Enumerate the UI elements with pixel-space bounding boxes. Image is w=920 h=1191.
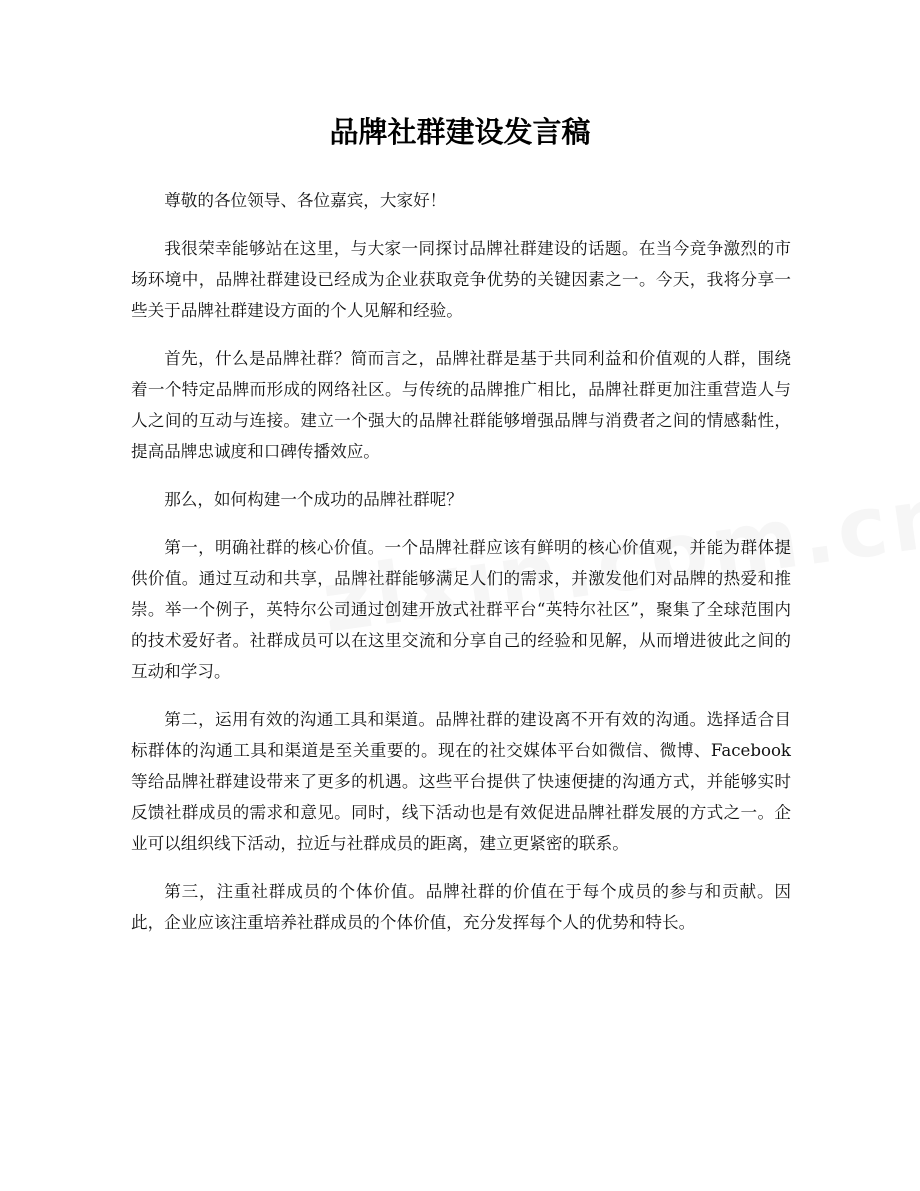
paragraph-intro: 我很荣幸能够站在这里，与大家一同探讨品牌社群建设的话题。在当今竞争激烈的市场环境中，品牌社群建设已经成为企业获取竞争优势的关键因素之一。今天，我将分享一些关于品牌社群建设方面的个人见解和经验。 (131, 239, 791, 320)
paragraph-greeting: 尊敬的各位领导、各位嘉宾，大家好！ (164, 191, 447, 210)
paragraph-question: 那么，如何构建一个成功的品牌社群呢？ (164, 490, 463, 509)
document-body (131, 185, 791, 955)
paragraph-point-two: 第二，运用有效的沟通工具和渠道。品牌社群的建设离不开有效的沟通。选择适合目标群体的沟通工具和渠道是至关重要的。现在的社交媒体平台如微信、微博、Facebook等给品牌社群建设带来了更多的机遇。这些平台提供了快速便捷的沟通方式，并能够实时反馈社群成员的需求和意见。同时，线下活动也是有效促进品牌社群发展的方式之一。企业可以组织线下活动，拉近与社群成员的距离，建立更紧密的联系。 (131, 710, 791, 853)
paragraph-point-three: 第三，注重社群成员的个体价值。品牌社群的价值在于每个成员的参与和贡献。因此，企业应该注重培养社群成员的个体价值，充分发挥每个人的优势和特长。 (131, 882, 791, 932)
paragraph-definition: 首先，什么是品牌社群？简而言之，品牌社群是基于共同利益和价值观的人群，围绕着一个特定品牌而形成的网络社区。与传统的品牌推广相比，品牌社群更加注重营造人与人之间的互动与连接。建立一个强大的品牌社群能够增强品牌与消费者之间的情感黏性，提高品牌忠诚度和口碑传播效应。 (131, 349, 791, 461)
page-title: 品牌社群建设发言稿 (329, 115, 591, 149)
paragraph-point-one: 第一，明确社群的核心价值。一个品牌社群应该有鲜明的核心价值观，并能为群体提供价值。通过互动和共享，品牌社群能够满足人们的需求，并激发他们对品牌的热爱和推崇。举一个例子，英特尔公司通过创建开放式社群平台“英特尔社区”，聚集了全球范围内的技术爱好者。社群成员可以在这里交流和分享自己的经验和见解，从而增进彼此之间的互动和学习。 (131, 538, 791, 681)
